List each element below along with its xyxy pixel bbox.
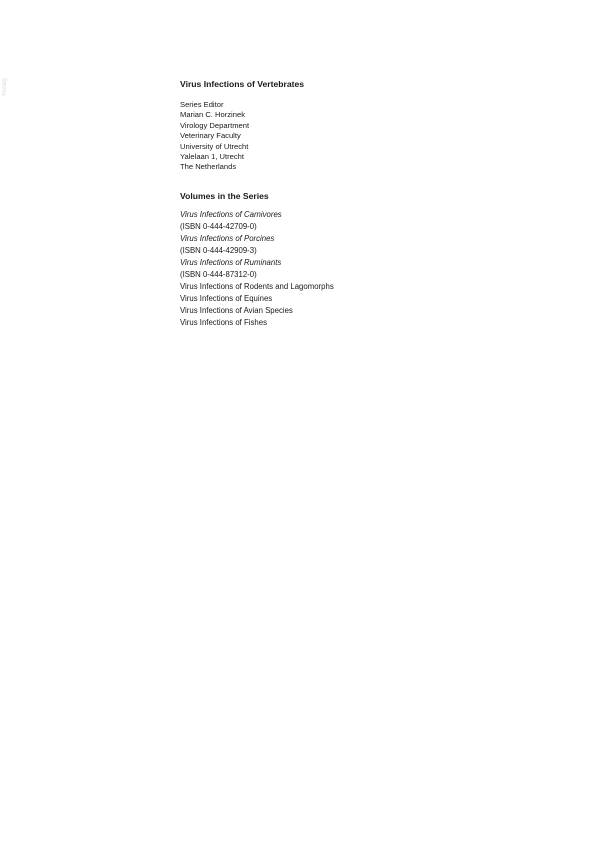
series-editor-block <box>180 100 580 173</box>
editor-line-name: Marian C. Horzinek <box>180 110 245 120</box>
editor-line-department: Virology Department <box>180 120 250 130</box>
editor-line-address: Yalelaan 1, Utrecht <box>180 152 245 162</box>
volume-list <box>180 209 580 329</box>
volume-title: Virus Infections of Ruminants <box>180 257 282 267</box>
volume-title: Virus Infections of Porcines <box>180 233 275 243</box>
editor-line-university: University of Utrecht <box>180 141 249 151</box>
content <box>180 78 580 329</box>
volume-isbn: (ISBN 0-444-42909-3) <box>180 245 257 255</box>
volume-isbn: (ISBN 0-444-42709-0) <box>180 221 257 231</box>
editor-line-country: The Netherlands <box>180 162 237 172</box>
editor-line-role: Series Editor <box>180 100 224 109</box>
side-watermark: Verlag <box>2 78 8 97</box>
volumes-heading: Volumes in the Series <box>180 190 269 201</box>
volume-title: Virus Infections of Avian Species <box>180 305 293 315</box>
volume-title: Virus Infections of Rodents and Lagomorphs <box>180 281 334 291</box>
series-title: Virus Infections of Vertebrates <box>180 79 305 89</box>
volume-title: Virus Infections of Fishes <box>180 317 267 327</box>
editor-line-faculty: Veterinary Faculty <box>180 131 241 141</box>
volume-isbn: (ISBN 0-444-87312-0) <box>180 269 257 279</box>
volume-title: Virus Infections of Equines <box>180 293 273 303</box>
volume-title: Virus Infections of Carnivores <box>180 209 282 219</box>
